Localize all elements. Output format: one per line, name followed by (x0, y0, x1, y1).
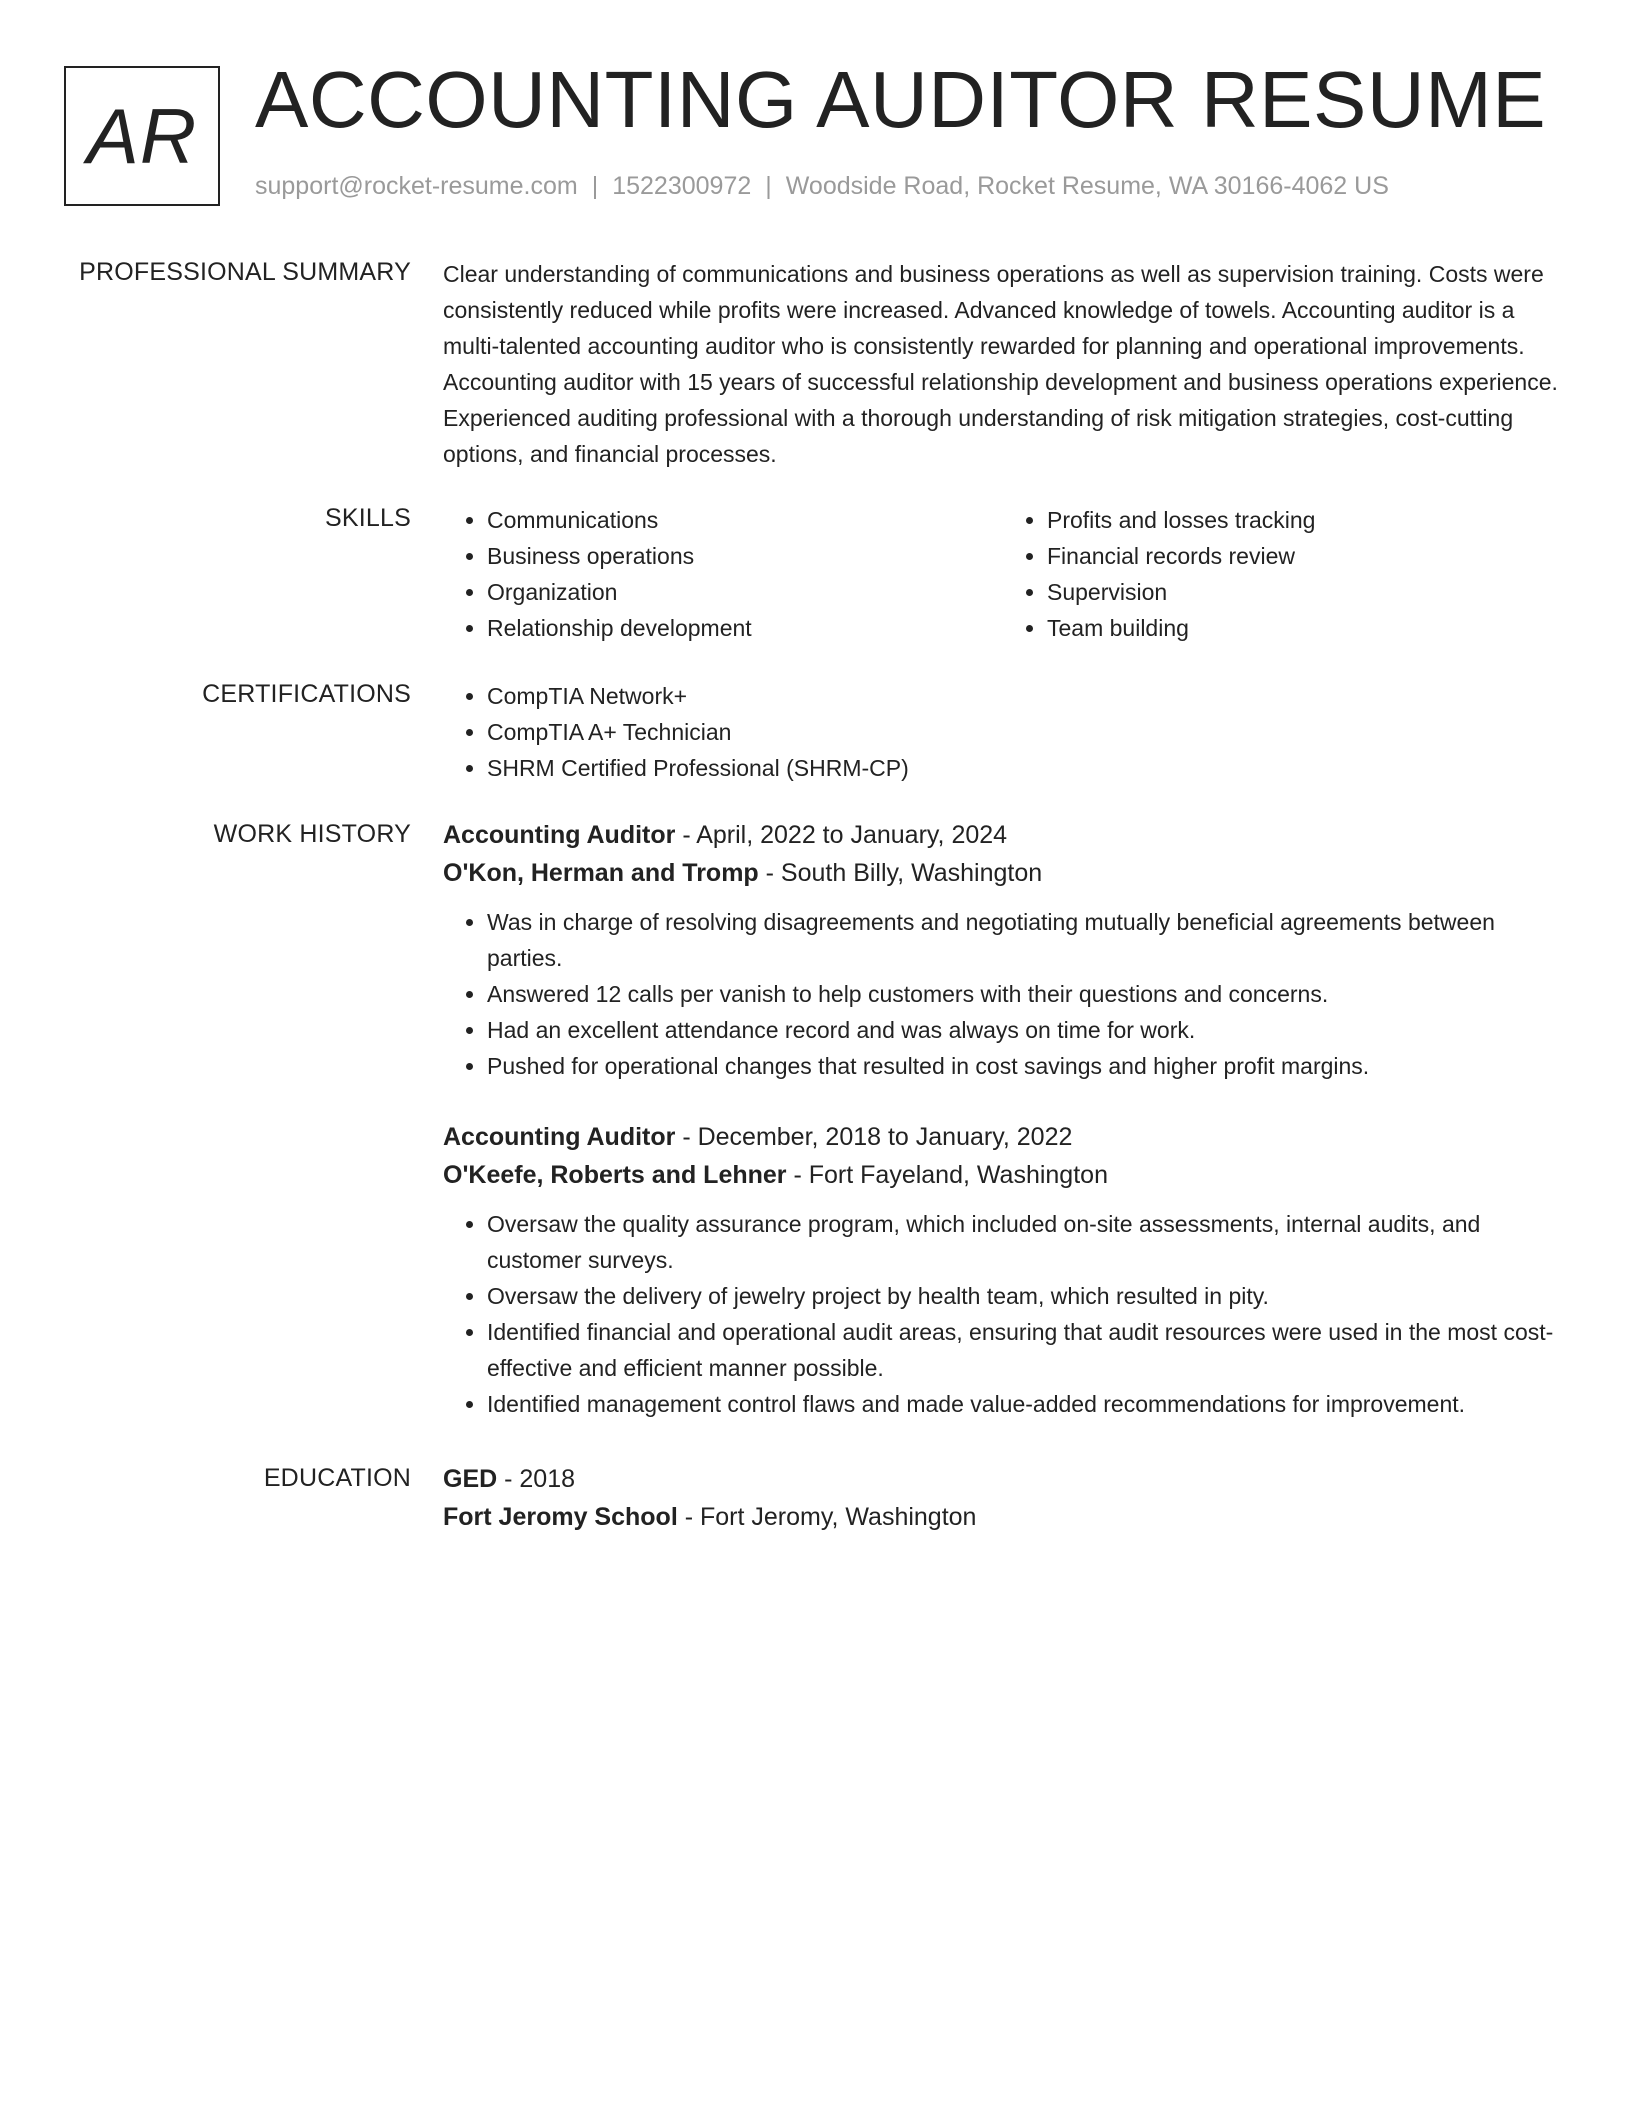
school-name: Fort Jeromy School (443, 1503, 678, 1531)
contact-separator: | (591, 172, 599, 200)
skill-item: • Communications (487, 502, 1003, 538)
job-company-line (443, 854, 1563, 892)
school-location: - Fort Jeromy, Washington (677, 1503, 977, 1531)
job-duty-item: • Oversaw the delivery of jewelry project by health team, which resulted in pity. (487, 1278, 1563, 1314)
job-duties (443, 1206, 1563, 1422)
summary-section (443, 256, 1563, 472)
job-duty-item: • Had an excellent attendance record and was always on time for work. (487, 1012, 1563, 1048)
summary-label: PROFESSIONAL SUMMARY (79, 258, 411, 286)
summary-text: Clear understanding of communications and business operations as well as supervision training. Costs were consistently reduced while profits were increased. Advanced knowledge of towels. Accounting auditor is a multi-talented accounting auditor who is consistently rewarded for planning and operational improvements. Accounting auditor with 15 years of successful relationship development and business operations experience. Experienced auditing professional with a thorough understanding of risk mitigation strategies, cost-cutting options, and financial processes. (443, 261, 1558, 467)
job-dates: - December, 2018 to January, 2022 (675, 1123, 1073, 1151)
skill-item: • Business operations (487, 538, 1003, 574)
job-entry (443, 1118, 1563, 1422)
job-dates: - April, 2022 to January, 2024 (675, 821, 1008, 849)
skill-item: • Profits and losses tracking (1047, 502, 1563, 538)
education-label: EDUCATION (263, 1464, 411, 1492)
certifications-label: CERTIFICATIONS (202, 680, 411, 708)
work-history-label: WORK HISTORY (213, 820, 411, 848)
work-history-section (443, 816, 1563, 1456)
skill-item: • Financial records review (1047, 538, 1563, 574)
job-location: - Fort Fayeland, Washington (786, 1161, 1108, 1189)
degree: GED (443, 1465, 498, 1493)
job-duty-item: • Pushed for operational changes that resulted in cost savings and higher profit margins. (487, 1048, 1563, 1084)
monogram-logo: AR (64, 66, 220, 206)
skill-item: • Team building (1047, 610, 1563, 646)
job-duty-item: • Was in charge of resolving disagreements and negotiating mutually beneficial agreements between parties. (487, 904, 1563, 976)
degree-year: - 2018 (497, 1465, 576, 1493)
contact-email: support@rocket-resume.com (255, 172, 578, 200)
page-title: ACCOUNTING AUDITOR RESUME (255, 55, 1547, 144)
job-company: O'Kon, Herman and Tromp (443, 859, 759, 887)
job-duty-item: • Answered 12 calls per vanish to help customers with their questions and concerns. (487, 976, 1563, 1012)
skills-list-right (1003, 502, 1563, 646)
certification-item: • CompTIA Network+ (487, 678, 1563, 714)
education-section (443, 1460, 1563, 1536)
contact-phone: 1522300972 (612, 172, 752, 200)
job-duty-item: • Identified financial and operational audit areas, ensuring that audit resources were used in the most cost-effective and efficient manner possible. (487, 1314, 1563, 1386)
school-line (443, 1498, 1563, 1536)
contact-separator: | (765, 172, 772, 200)
job-title: Accounting Auditor (443, 1123, 676, 1151)
certification-item: • CompTIA A+ Technician (487, 714, 1563, 750)
skill-item: • Relationship development (487, 610, 1003, 646)
job-title-line (443, 1118, 1563, 1156)
skills-section (443, 502, 1563, 646)
skill-item: • Organization (487, 574, 1003, 610)
skills-label: SKILLS (325, 504, 411, 532)
job-duties (443, 904, 1563, 1084)
contact-line (255, 172, 1389, 201)
job-company-line (443, 1156, 1563, 1194)
certifications-list (443, 678, 1563, 786)
job-title: Accounting Auditor (443, 821, 676, 849)
job-title-line (443, 816, 1563, 854)
certifications-section (443, 678, 1563, 786)
job-duty-item: • Oversaw the quality assurance program, which included on-site assessments, internal audits, and customer surveys. (487, 1206, 1563, 1278)
certification-item: • SHRM Certified Professional (SHRM-CP) (487, 750, 1563, 786)
job-location: - South Billy, Washington (758, 859, 1043, 887)
contact-address: Woodside Road, Rocket Resume, WA 30166-4062 US (785, 172, 1389, 200)
job-duty-item: • Identified management control flaws and made value-added recommendations for improvement. (487, 1386, 1563, 1422)
job-company: O'Keefe, Roberts and Lehner (443, 1161, 787, 1189)
skills-list-left (443, 502, 1003, 646)
skills-columns (443, 502, 1563, 646)
degree-line (443, 1460, 1563, 1498)
skill-item: • Supervision (1047, 574, 1563, 610)
job-entry (443, 816, 1563, 1084)
